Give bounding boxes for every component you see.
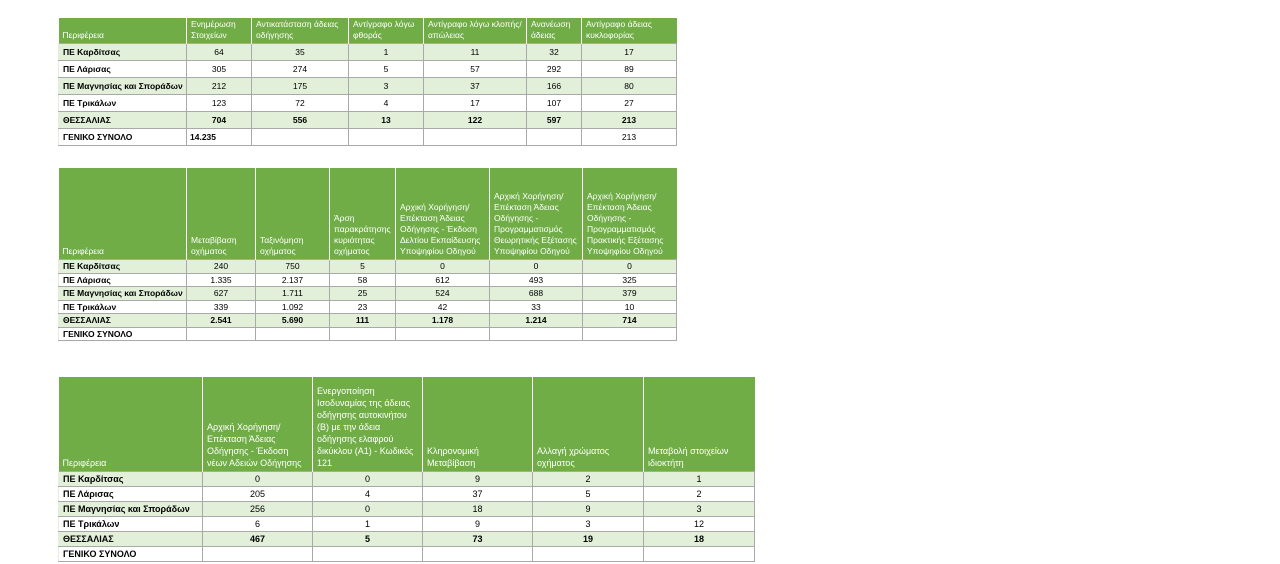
total-cell: 111 (330, 314, 396, 328)
region-cell: ΠΕ Λάρισας (59, 487, 203, 502)
grand-total-cell (424, 129, 527, 146)
value-cell: 35 (252, 44, 349, 61)
value-cell: 89 (582, 61, 677, 78)
value-cell: 107 (527, 95, 582, 112)
value-cell: 175 (252, 78, 349, 95)
value-cell: 292 (527, 61, 582, 78)
value-cell: 33 (490, 300, 583, 314)
value-cell: 58 (330, 273, 396, 287)
value-cell: 11 (424, 44, 527, 61)
value-cell: 17 (424, 95, 527, 112)
value-cell: 0 (313, 472, 423, 487)
value-cell: 1 (644, 472, 755, 487)
value-cell: 32 (527, 44, 582, 61)
value-cell: 0 (583, 260, 677, 274)
total-cell: 556 (252, 112, 349, 129)
region-cell: ΠΕ Μαγνησίας και Σποράδων (59, 502, 203, 517)
total-cell: 1.214 (490, 314, 583, 328)
value-cell: 72 (252, 95, 349, 112)
value-cell: 325 (583, 273, 677, 287)
grand-total-cell (313, 547, 423, 562)
region-cell: ΠΕ Καρδίτσας (59, 472, 203, 487)
grand-total-cell: 213 (582, 129, 677, 146)
value-cell: 212 (187, 78, 252, 95)
value-cell: 339 (187, 300, 256, 314)
value-cell: 37 (424, 78, 527, 95)
value-cell: 627 (187, 287, 256, 301)
grand-total-cell: 14.235 (187, 129, 252, 146)
table-row (59, 44, 677, 61)
grand-total-row (59, 129, 677, 146)
value-cell: 205 (203, 487, 313, 502)
table-row (59, 472, 755, 487)
table-row (59, 517, 755, 532)
value-cell: 1.092 (256, 300, 330, 314)
value-cell: 6 (203, 517, 313, 532)
total-cell: 73 (423, 532, 533, 547)
value-cell: 27 (582, 95, 677, 112)
value-cell: 1.711 (256, 287, 330, 301)
header-cell: Ταξινόμηση οχήματος (256, 168, 330, 260)
total-cell: 467 (203, 532, 313, 547)
table-row (59, 502, 755, 517)
header-cell: Ανανέωση άδειας (527, 18, 582, 44)
table-row (59, 260, 677, 274)
grand-total-label: ΓΕΝΙΚΟ ΣΥΝΟΛΟ (59, 547, 203, 562)
value-cell: 0 (396, 260, 490, 274)
header-cell: Μεταβίβαση οχήματος (187, 168, 256, 260)
header-cell: Περιφέρεια (59, 18, 187, 44)
grand-total-cell (349, 129, 424, 146)
header-row (59, 18, 677, 44)
grand-total-cell (187, 327, 256, 341)
grand-total-cell (330, 327, 396, 341)
header-cell: Αντίγραφο λόγω φθοράς (349, 18, 424, 44)
value-cell: 3 (533, 517, 644, 532)
services-table-1 (58, 18, 677, 146)
region-cell: ΠΕ Τρικάλων (59, 95, 187, 112)
value-cell: 524 (396, 287, 490, 301)
value-cell: 305 (187, 61, 252, 78)
grand-total-cell (423, 547, 533, 562)
total-row (59, 532, 755, 547)
table-row (59, 287, 677, 301)
value-cell: 688 (490, 287, 583, 301)
total-label: ΘΕΣΣΑΛΙΑΣ (59, 532, 203, 547)
header-row (59, 168, 677, 260)
value-cell: 64 (187, 44, 252, 61)
value-cell: 2 (533, 472, 644, 487)
region-cell: ΠΕ Τρικάλων (59, 300, 187, 314)
header-cell: Αντικατάσταση άδειας οδήγησης (252, 18, 349, 44)
table-row (59, 78, 677, 95)
value-cell: 42 (396, 300, 490, 314)
value-cell: 166 (527, 78, 582, 95)
grand-total-row (59, 547, 755, 562)
value-cell: 5 (533, 487, 644, 502)
table-row (59, 300, 677, 314)
value-cell: 5 (330, 260, 396, 274)
grand-total-cell (644, 547, 755, 562)
grand-total-label: ΓΕΝΙΚΟ ΣΥΝΟΛΟ (59, 327, 187, 341)
grand-total-cell (396, 327, 490, 341)
value-cell: 3 (644, 502, 755, 517)
value-cell: 256 (203, 502, 313, 517)
services-table-3 (58, 377, 755, 562)
total-label: ΘΕΣΣΑΛΙΑΣ (59, 112, 187, 129)
total-cell: 704 (187, 112, 252, 129)
region-cell: ΠΕ Λάρισας (59, 61, 187, 78)
total-cell: 2.541 (187, 314, 256, 328)
grand-total-cell (252, 129, 349, 146)
region-cell: ΠΕ Καρδίτσας (59, 44, 187, 61)
value-cell: 750 (256, 260, 330, 274)
value-cell: 9 (423, 472, 533, 487)
table-row (59, 95, 677, 112)
header-cell: Αλλαγή χρώματος οχήματος (533, 377, 644, 472)
grand-total-cell (490, 327, 583, 341)
value-cell: 25 (330, 287, 396, 301)
value-cell: 123 (187, 95, 252, 112)
header-row (59, 377, 755, 472)
value-cell: 4 (349, 95, 424, 112)
value-cell: 2 (644, 487, 755, 502)
total-row (59, 112, 677, 129)
total-row (59, 314, 677, 328)
total-cell: 714 (583, 314, 677, 328)
services-table-2 (58, 168, 677, 341)
total-cell: 18 (644, 532, 755, 547)
header-cell: Αρχική Χορήγηση/Επέκταση Άδειας Οδήγησης - Έκδοση Δελτίου Εκπαίδευσης Υποψηφίου Οδηγού (396, 168, 490, 260)
value-cell: 0 (203, 472, 313, 487)
value-cell: 23 (330, 300, 396, 314)
total-cell: 13 (349, 112, 424, 129)
header-cell: Αρχική Χορήγηση/Επέκταση Άδειας Οδήγησης - Προγραμματισμός Θεωρητικής Εξέτασης Υποψηφίου Οδηγού (490, 168, 583, 260)
header-cell: Αρχική Χορήγηση/Επέκταση Άδειας Οδήγησης - Προγραμματισμός Πρακτικής Εξέτασης Υποψηφίου Οδηγού (583, 168, 677, 260)
region-cell: ΠΕ Μαγνησίας και Σποράδων (59, 287, 187, 301)
value-cell: 5 (349, 61, 424, 78)
total-cell: 19 (533, 532, 644, 547)
value-cell: 10 (583, 300, 677, 314)
header-cell: Αντίγραφο λόγω κλοπής/απώλειας (424, 18, 527, 44)
value-cell: 612 (396, 273, 490, 287)
grand-total-cell (583, 327, 677, 341)
value-cell: 80 (582, 78, 677, 95)
total-cell: 5 (313, 532, 423, 547)
value-cell: 9 (423, 517, 533, 532)
header-cell: Αντίγραφο άδειας κυκλοφορίας (582, 18, 677, 44)
value-cell: 379 (583, 287, 677, 301)
value-cell: 0 (313, 502, 423, 517)
header-cell: Μεταβολή στοιχείων ιδιοκτήτη (644, 377, 755, 472)
region-cell: ΠΕ Λάρισας (59, 273, 187, 287)
header-cell: Άρση παρακράτησης κυριότητας οχήματος (330, 168, 396, 260)
value-cell: 274 (252, 61, 349, 78)
value-cell: 493 (490, 273, 583, 287)
table-row (59, 273, 677, 287)
header-cell: Ενημέρωση Στοιχείων (187, 18, 252, 44)
value-cell: 37 (423, 487, 533, 502)
grand-total-label: ΓΕΝΙΚΟ ΣΥΝΟΛΟ (59, 129, 187, 146)
total-cell: 122 (424, 112, 527, 129)
region-cell: ΠΕ Μαγνησίας και Σποράδων (59, 78, 187, 95)
total-cell: 5.690 (256, 314, 330, 328)
header-cell: Περιφέρεια (59, 168, 187, 260)
table-row (59, 487, 755, 502)
grand-total-cell (203, 547, 313, 562)
header-cell: Ενεργοποίηση Ισοδυναμίας της άδειας οδήγησης αυτοκινήτου (Β) με την άδεια οδήγησης ελαφρού δικύκλου (Α1) - Κωδικός 121 (313, 377, 423, 472)
value-cell: 17 (582, 44, 677, 61)
value-cell: 18 (423, 502, 533, 517)
grand-total-cell (256, 327, 330, 341)
header-cell: Περιφέρεια (59, 377, 203, 472)
value-cell: 0 (490, 260, 583, 274)
total-cell: 213 (582, 112, 677, 129)
value-cell: 12 (644, 517, 755, 532)
total-cell: 1.178 (396, 314, 490, 328)
grand-total-row (59, 327, 677, 341)
header-cell: Αρχική Χορήγηση/Επέκταση Άδειας Οδήγησης - Έκδοση νέων Αδειών Οδήγησης (203, 377, 313, 472)
value-cell: 1.335 (187, 273, 256, 287)
total-label: ΘΕΣΣΑΛΙΑΣ (59, 314, 187, 328)
table-row (59, 61, 677, 78)
value-cell: 1 (313, 517, 423, 532)
value-cell: 2.137 (256, 273, 330, 287)
value-cell: 240 (187, 260, 256, 274)
region-cell: ΠΕ Τρικάλων (59, 517, 203, 532)
region-cell: ΠΕ Καρδίτσας (59, 260, 187, 274)
value-cell: 4 (313, 487, 423, 502)
value-cell: 57 (424, 61, 527, 78)
value-cell: 9 (533, 502, 644, 517)
value-cell: 1 (349, 44, 424, 61)
total-cell: 597 (527, 112, 582, 129)
grand-total-cell (527, 129, 582, 146)
value-cell: 3 (349, 78, 424, 95)
header-cell: Κληρονομική Μεταβίβαση (423, 377, 533, 472)
grand-total-cell (533, 547, 644, 562)
